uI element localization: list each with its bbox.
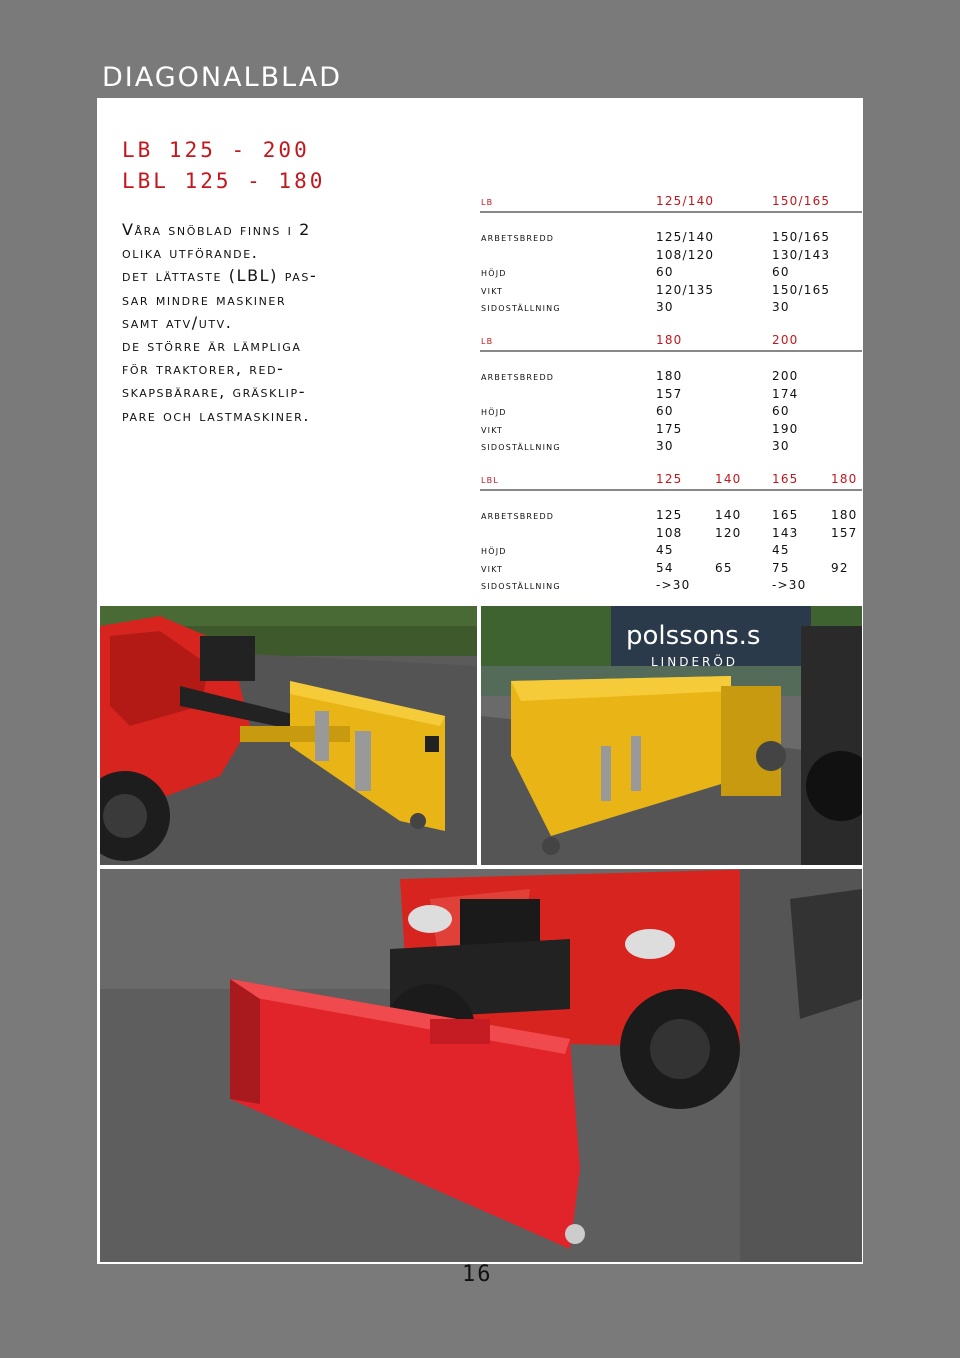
spec-row bbox=[480, 369, 862, 386]
spec-value: 45 bbox=[656, 543, 674, 558]
spec-row bbox=[480, 526, 862, 543]
photo-utv-red-blade bbox=[100, 869, 862, 1262]
spec-header-model: lbl bbox=[481, 472, 500, 486]
spec-value: ->30 bbox=[772, 577, 807, 592]
intro-text bbox=[122, 218, 392, 427]
spec-value: 60 bbox=[772, 265, 790, 280]
spec-label: arbetsbredd bbox=[481, 230, 555, 245]
spec-header-col: 125 bbox=[656, 472, 683, 486]
spec-value: 125/140 bbox=[656, 230, 715, 245]
spec-header bbox=[480, 194, 862, 213]
spec-label: arbetsbredd bbox=[481, 369, 555, 384]
spec-value: 54 bbox=[656, 560, 674, 575]
spec-value: 150/165 bbox=[772, 230, 831, 245]
spec-label: arbetsbredd bbox=[481, 508, 555, 523]
spec-label: sidoställning bbox=[481, 577, 561, 592]
spec-table-lb-large bbox=[480, 333, 862, 456]
spec-row bbox=[480, 561, 862, 578]
spec-row bbox=[480, 543, 862, 560]
spec-header-model: lb bbox=[481, 333, 494, 347]
spec-value: 143 bbox=[772, 525, 799, 540]
photo-tractor-yellow-blade bbox=[100, 606, 477, 865]
spec-row bbox=[480, 300, 862, 317]
spec-value: 165 bbox=[772, 508, 799, 523]
spec-value: ->30 bbox=[656, 577, 691, 592]
spec-header-col: 180 bbox=[656, 333, 683, 347]
spec-label: höjd bbox=[481, 543, 507, 558]
spec-header-col: 140 bbox=[715, 472, 742, 486]
spec-table-lb-small bbox=[480, 194, 862, 317]
intro-line: samt atv/utv. bbox=[122, 312, 233, 332]
sign-subtext: LINDERÖD bbox=[651, 655, 739, 669]
spec-table-lbl bbox=[480, 472, 862, 595]
spec-row bbox=[480, 422, 862, 439]
intro-line: Våra snöblad finns i 2 bbox=[122, 220, 311, 239]
spec-header-col: 125/140 bbox=[656, 194, 715, 208]
spec-value: 175 bbox=[656, 421, 683, 436]
intro-line: sar mindre maskiner bbox=[122, 289, 287, 309]
spec-value: 30 bbox=[772, 299, 790, 314]
spec-row bbox=[480, 508, 862, 525]
spec-header-col: 180 bbox=[831, 472, 858, 486]
sign-text: polssons.s bbox=[626, 621, 761, 651]
spec-value: 180 bbox=[831, 508, 858, 523]
spec-label: höjd bbox=[481, 265, 507, 280]
photo-yellow-blade-loader bbox=[481, 606, 862, 865]
spec-header bbox=[480, 472, 862, 491]
intro-line: olika utförande. bbox=[122, 243, 259, 263]
spec-value: 45 bbox=[772, 543, 790, 558]
intro-line: skapsbärare, gräsklip- bbox=[122, 382, 307, 402]
spec-header-col: 165 bbox=[772, 472, 799, 486]
page-title: DIAGONALBLAD bbox=[102, 62, 343, 93]
spec-value: 60 bbox=[656, 265, 674, 280]
headline-lb: LB 125 - 200 bbox=[122, 138, 310, 162]
intro-line: de större är lämpliga bbox=[122, 336, 302, 356]
spec-value: 30 bbox=[656, 438, 674, 453]
headline-lbl: LBL 125 - 180 bbox=[122, 169, 326, 193]
spec-value: 125 bbox=[656, 508, 683, 523]
spec-value: 120 bbox=[715, 525, 742, 540]
spec-header-col: 150/165 bbox=[772, 194, 831, 208]
spec-value: 157 bbox=[831, 525, 858, 540]
spec-value: 30 bbox=[772, 438, 790, 453]
spec-value: 75 bbox=[772, 560, 790, 575]
spec-value: 190 bbox=[772, 421, 799, 436]
spec-row bbox=[480, 265, 862, 282]
spec-value: 157 bbox=[656, 386, 683, 401]
spec-value: 120/135 bbox=[656, 282, 715, 297]
spec-value: 140 bbox=[715, 508, 742, 523]
spec-value: 108/120 bbox=[656, 247, 715, 262]
spec-value: 150/165 bbox=[772, 282, 831, 297]
spec-value: 108 bbox=[656, 525, 683, 540]
intro-line: pare och lastmaskiner. bbox=[122, 405, 311, 425]
spec-value: 65 bbox=[715, 560, 733, 575]
spec-header bbox=[480, 333, 862, 352]
spec-value: 130/143 bbox=[772, 247, 831, 262]
spec-row bbox=[480, 439, 862, 456]
spec-value: 60 bbox=[772, 404, 790, 419]
spec-value: 30 bbox=[656, 299, 674, 314]
spec-label: höjd bbox=[481, 404, 507, 419]
intro-line: det lättaste (LBL) pas- bbox=[122, 266, 318, 286]
spec-value: 174 bbox=[772, 386, 799, 401]
spec-value: 200 bbox=[772, 369, 799, 384]
spec-row bbox=[480, 283, 862, 300]
spec-label: vikt bbox=[481, 282, 504, 297]
intro-line: för traktorer, red- bbox=[122, 359, 285, 379]
spec-label: vikt bbox=[481, 421, 504, 436]
page-number: 16 bbox=[462, 1262, 493, 1287]
spec-value: 180 bbox=[656, 369, 683, 384]
spec-label: vikt bbox=[481, 560, 504, 575]
spec-row bbox=[480, 248, 862, 265]
spec-row bbox=[480, 578, 862, 595]
spec-value: 92 bbox=[831, 560, 849, 575]
spec-header-col: 200 bbox=[772, 333, 799, 347]
spec-value: 60 bbox=[656, 404, 674, 419]
spec-label: sidoställning bbox=[481, 299, 561, 314]
spec-row bbox=[480, 404, 862, 421]
spec-row bbox=[480, 387, 862, 404]
spec-label: sidoställning bbox=[481, 438, 561, 453]
spec-header-model: lb bbox=[481, 194, 494, 208]
spec-row bbox=[480, 230, 862, 247]
